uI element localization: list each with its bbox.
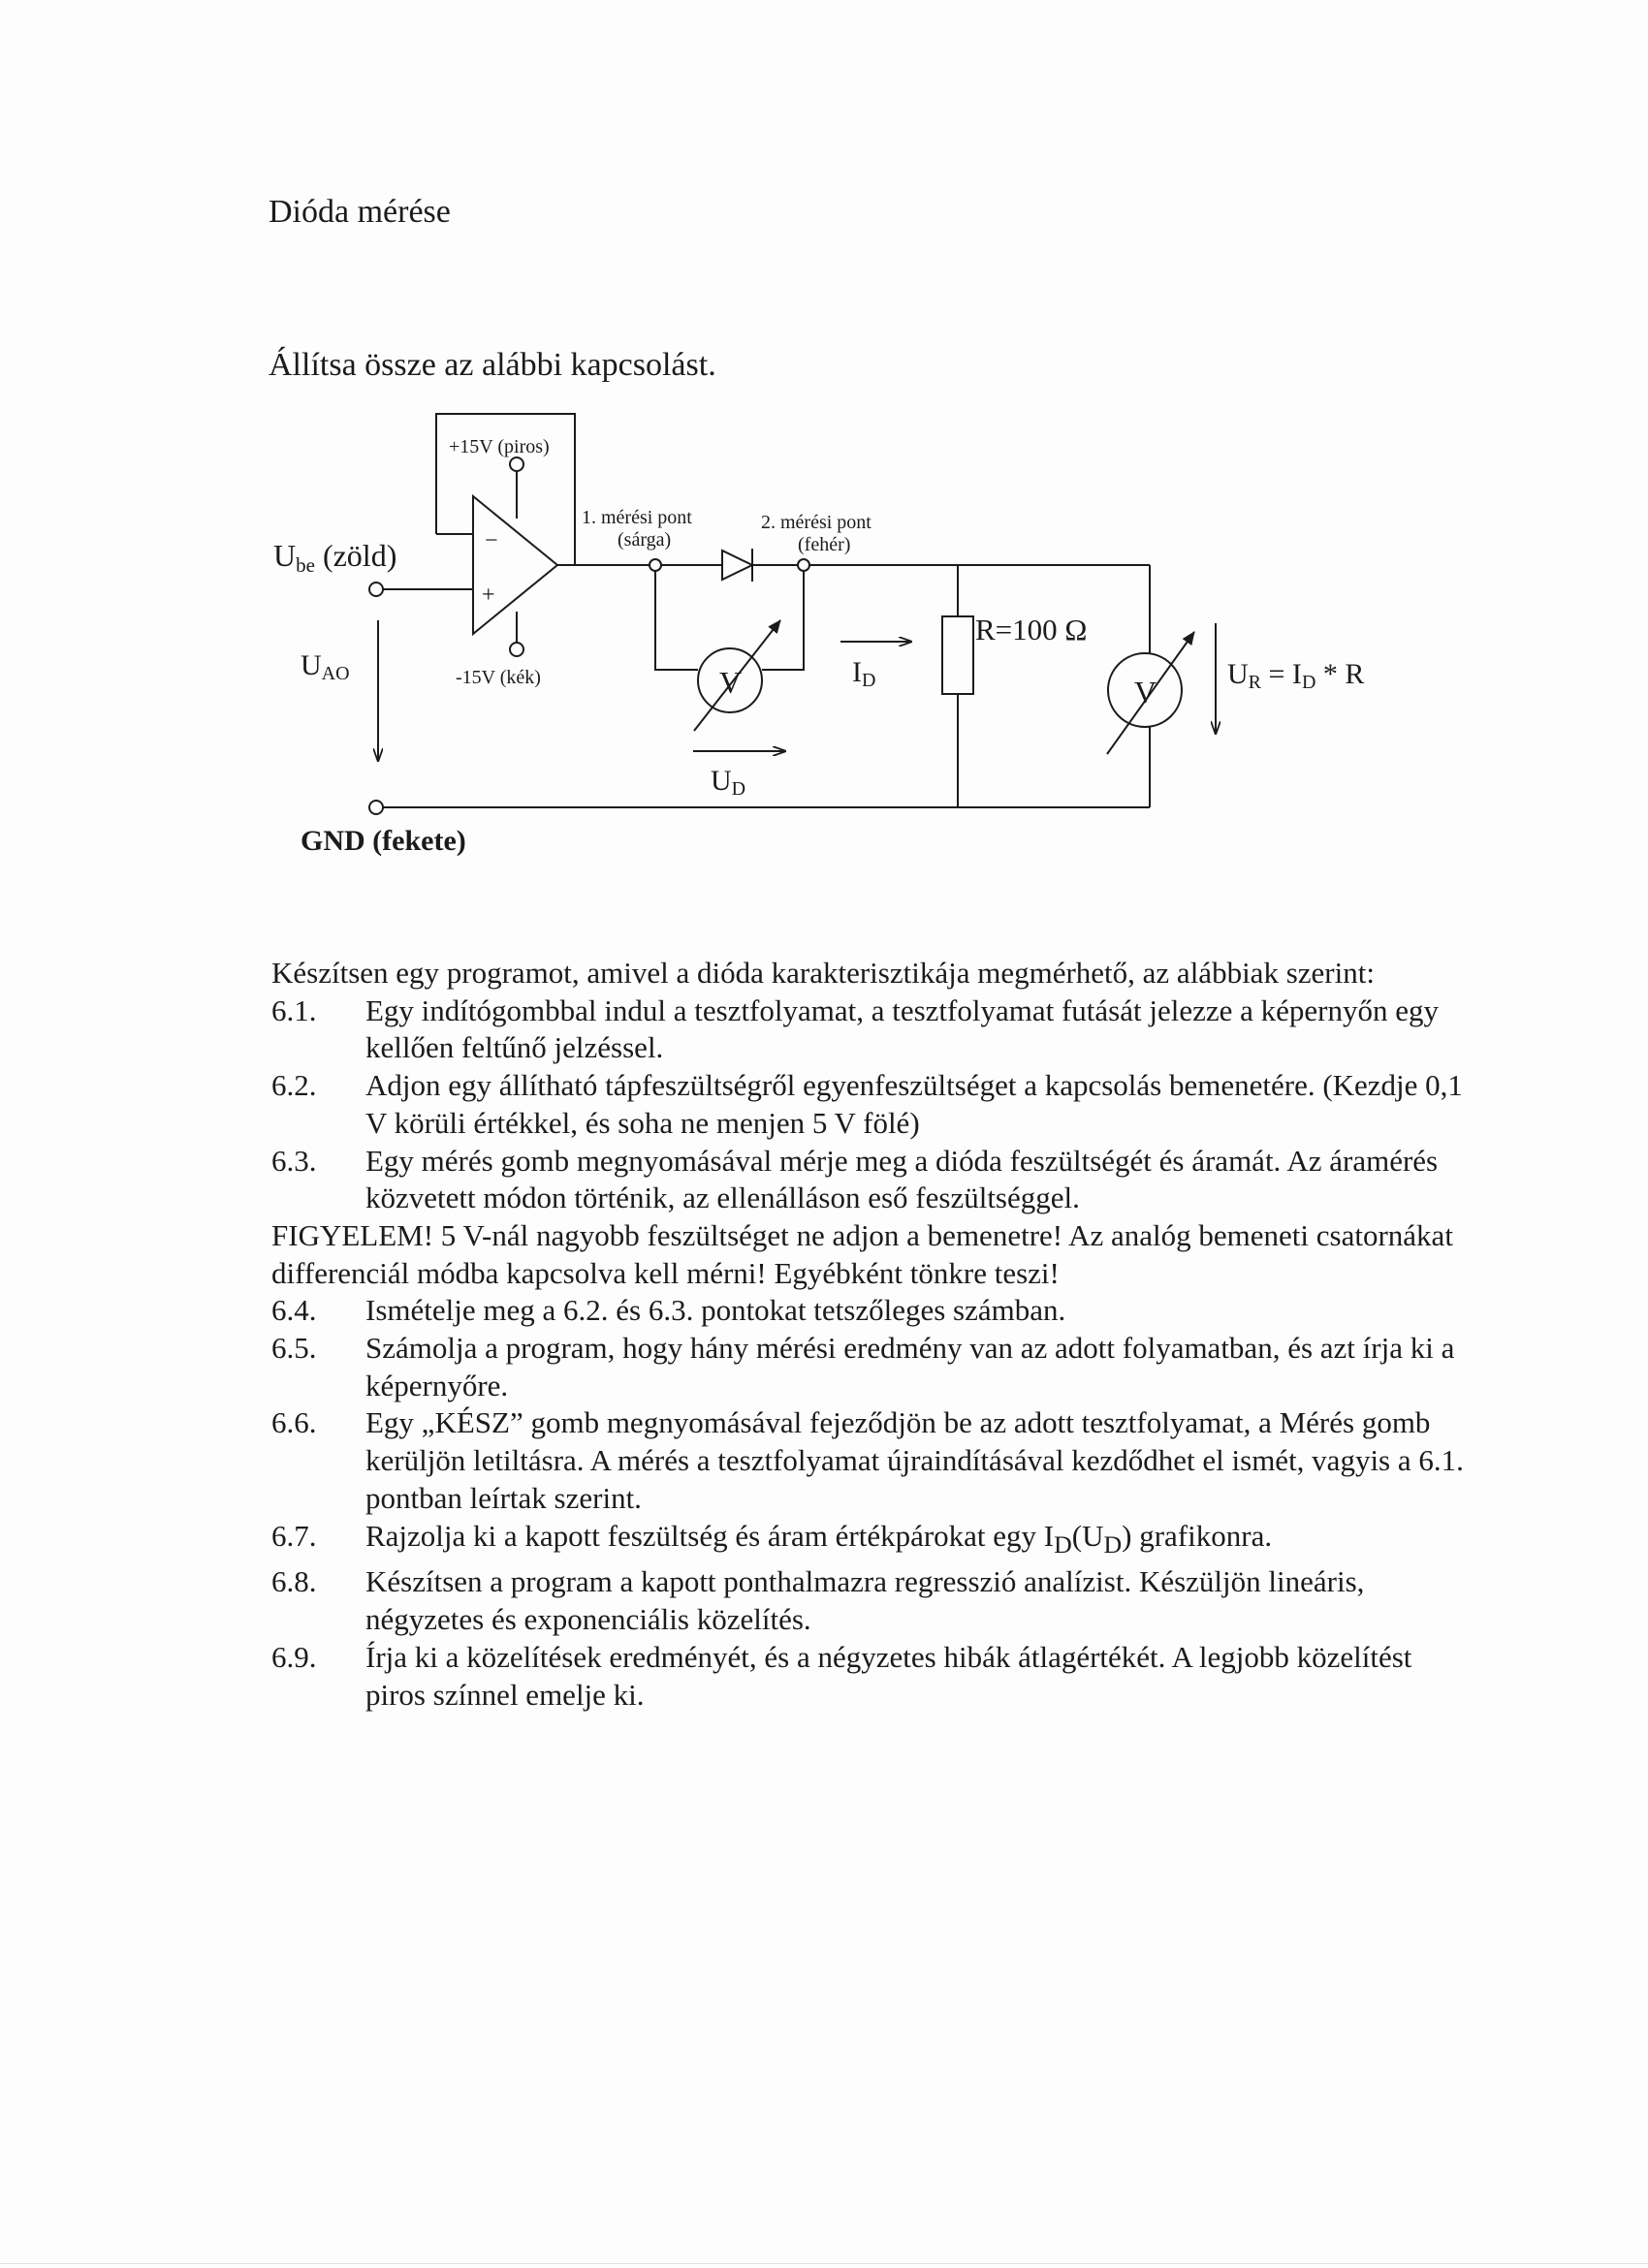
supply-pos-terminal [510, 457, 523, 471]
input-terminal [369, 583, 383, 596]
item-text: Számolja a program, hogy hány mérési eredmény van az adott folyamatban, és azt írja ki a képernyőre. [365, 1331, 1455, 1402]
assembly-instruction: Állítsa össze az alábbi kapcsolást. [269, 347, 716, 383]
diode-symbol [722, 551, 752, 580]
task-description [271, 955, 1474, 1714]
item-number: 6.3. [271, 1143, 317, 1178]
point2-node [798, 559, 809, 571]
item-number: 6.1. [271, 992, 317, 1027]
resistor-voltmeter-symbol: V [1134, 675, 1157, 709]
list-item [271, 992, 1474, 1067]
list-item [271, 1067, 1474, 1142]
item-number: 6.5. [271, 1331, 317, 1366]
warning-text: FIGYELEM! 5 V-nál nagyobb feszültséget ne adjon a bemenetre! Az analóg bemeneti csatornákat differenciál módba kapcsolva kell mérni! Egyébként tönkre teszi! [271, 1217, 1453, 1290]
item-number: 6.7. [271, 1518, 317, 1553]
list-item [271, 1143, 1474, 1217]
item-text: Írja ki a közelítések eredményét, és a négyzetes hibák átlagértékét. A legjobb közelítést piros színnel emelje ki. [365, 1639, 1412, 1712]
point1-color: (sárga) [618, 529, 672, 551]
point1-label: 1. mérési pont [582, 507, 692, 528]
list-item [271, 1330, 1474, 1404]
item-text: Ismételje meg a 6.2. és 6.3. pontokat tetszőleges számban. [365, 1293, 1066, 1328]
diode-meter-wire [655, 571, 698, 670]
point2-label: 2. mérési pont [761, 512, 872, 533]
input-label: Ube (zöld) [273, 538, 397, 577]
gnd-label: GND (fekete) [301, 825, 466, 857]
list-item [271, 1563, 1474, 1638]
item-text: Egy mérés gomb megnyomásával mérje meg a dióda feszültségét és áramát. Az áramérés közvetett módon történik, az ellenálláson eső feszültséggel. [365, 1143, 1439, 1215]
item-text: Készítsen a program a kapott ponthalmazra regresszió analízist. Készüljön lineáris, négyzetes és exponenciális közelítés. [365, 1564, 1365, 1637]
list-item [271, 1292, 1474, 1330]
supply-neg-terminal [510, 643, 523, 656]
page-bottom-edge [0, 2263, 1648, 2264]
document-title: Dióda mérése [269, 194, 451, 230]
resistor-symbol [942, 616, 973, 694]
item-text: Adjon egy állítható tápfeszültségről egyenfeszültséget a kapcsolás bemenetére. (Kezdje 0,1 V körüli értékkel, és soha ne menjen 5 V fölé) [365, 1068, 1463, 1140]
list-item [271, 1404, 1474, 1517]
diode-meter-wire-2 [762, 571, 804, 670]
list-item [271, 1639, 1474, 1714]
opamp-minus-sign: − [485, 528, 498, 553]
opamp-plus-sign: + [482, 583, 495, 608]
item-number: 6.8. [271, 1564, 317, 1599]
opamp-triangle [473, 496, 557, 634]
item-number: 6.6. [271, 1405, 317, 1440]
item-text: Rajzolja ki a kapott feszültség és áram értékpárokat egy $I_D(U_D)$ grafikonra. [365, 1518, 1273, 1559]
diode-voltage-label: UD [711, 765, 746, 800]
resistor-label: R=100 Ω [975, 613, 1088, 646]
supply-pos-label: +15V (piros) [449, 436, 550, 457]
point2-color: (fehér) [798, 534, 851, 555]
item-text: Egy „KÉSZ” gomb megnyomásával fejeződjön be az adott tesztfolyamat, a Mérés gomb kerüljön letiltásra. A mérés a tesztfolyamat újraindításával kezdődhet el ismét, vagyis a 6.1. pontban leírtak szerint. [365, 1405, 1464, 1515]
item-number: 6.9. [271, 1639, 317, 1674]
list-item [271, 1518, 1474, 1564]
supply-neg-label: -15V (kék) [456, 667, 541, 688]
task-intro: Készítsen egy programot, amivel a dióda karakterisztikája megmérhető, az alábbiak szerint: [271, 956, 1375, 990]
point1-node [650, 559, 661, 571]
diode-voltmeter-symbol: V [719, 665, 743, 700]
circuit-diagram [0, 0, 1648, 872]
current-label: ID [852, 656, 876, 691]
uao-label: UAO [301, 649, 350, 684]
item-number: 6.4. [271, 1293, 317, 1328]
item-number: 6.2. [271, 1068, 317, 1103]
item-text: Egy indítógombbal indul a tesztfolyamat, a tesztfolyamat futását jelezze a képernyőn egy kellően feltűnő jelzéssel. [365, 992, 1439, 1065]
gnd-terminal [369, 801, 383, 814]
ur-formula: UR = ID * R [1227, 658, 1365, 693]
